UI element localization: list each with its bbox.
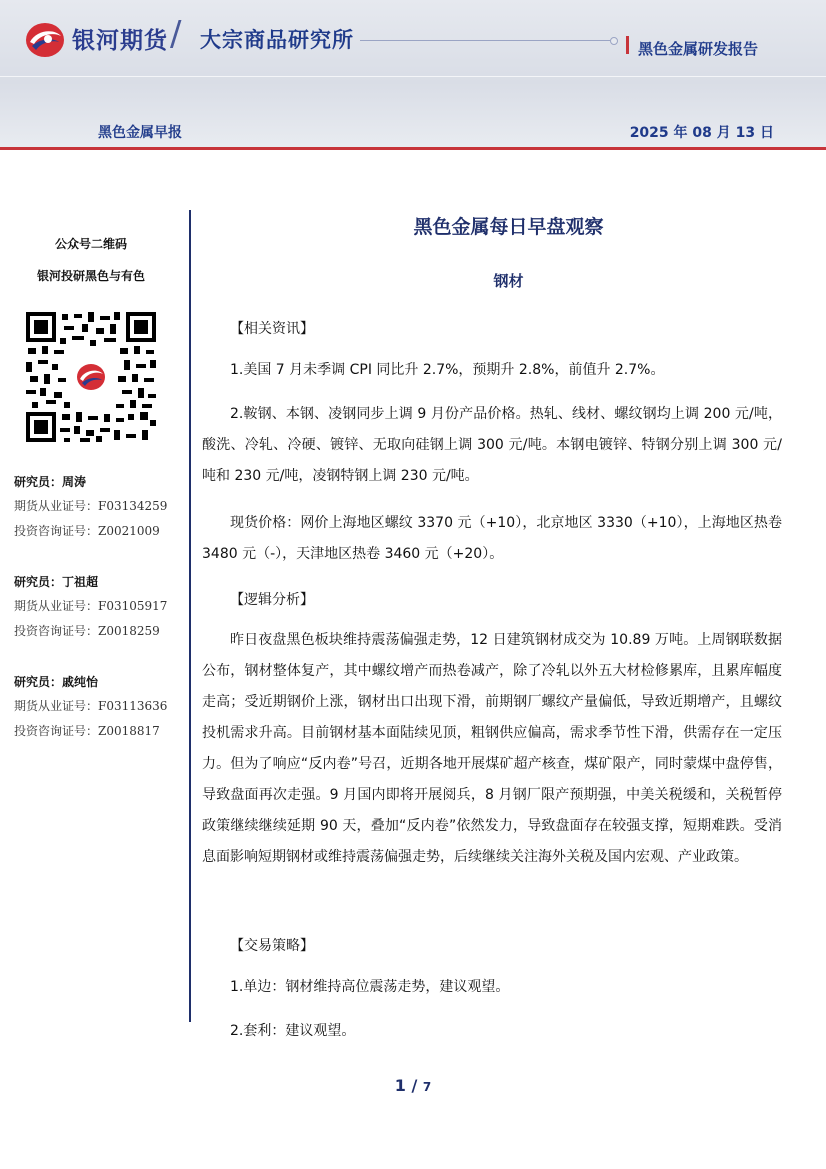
strategy-item: 1.单边：钢材维持高位震荡走势，建议观望。 xyxy=(230,979,510,995)
qr-code-icon xyxy=(24,310,158,444)
analyst-futures-cert: 期货从业证号：F03105917 xyxy=(14,599,168,613)
header-bottom-rule xyxy=(0,147,826,150)
qr-subtitle: 银河投研黑色与有色 xyxy=(36,269,145,283)
document-subtitle: 钢材 xyxy=(493,272,524,290)
strategy-item: 2.套利：建议观望。 xyxy=(230,1023,356,1039)
report-type: 黑色金属研发报告 xyxy=(638,40,759,58)
section-heading-logic: 【逻辑分析】 xyxy=(230,592,314,608)
section-heading-news: 【相关资讯】 xyxy=(230,321,314,337)
header-divider xyxy=(0,76,826,77)
page-total: 7 xyxy=(422,1080,432,1094)
galaxy-futures-logo-icon xyxy=(24,20,66,60)
header-line-dot xyxy=(610,37,618,45)
qr-title: 公众号二维码 xyxy=(54,237,127,251)
section-heading-strategy: 【交易策略】 xyxy=(230,938,314,954)
analyst-advisory-cert: 投资咨询证号：Z0018817 xyxy=(14,724,160,738)
page-current: 1 xyxy=(394,1076,406,1095)
page-separator: / xyxy=(411,1076,418,1095)
analyst-futures-cert: 期货从业证号：F03134259 xyxy=(14,499,168,513)
page-number xyxy=(0,1076,826,1095)
analyst-name: 研究员：丁祖超 xyxy=(14,575,99,589)
document-title: 黑色金属每日早盘观察 xyxy=(413,216,604,238)
analyst-advisory-cert: 投资咨询证号：Z0021009 xyxy=(14,524,160,538)
report-series: 黑色金属早报 xyxy=(98,125,182,141)
news-item: 1.美国 7 月未季调 CPI 同比升 2.7%，预期升 2.8%，前值升 2.7%。 xyxy=(230,362,665,378)
sidebar-divider xyxy=(189,210,191,1022)
logic-analysis-paragraph: 昨日夜盘黑色板块维持震荡偏强走势，12 日建筑钢材成交为 10.89 万吨。上周钢联数据公布，钢材整体复产，其中螺纹增产而热卷减产，除了冷轧以外五大材检修累库，且累库幅度走高；受近期钢价上涨，钢材出口出现下滑，前期钢厂螺纹产量偏低，导致近期增产，且螺纹投机需求升高。目前钢材基本面陆续见顶，粗钢供应偏高，需求季节性下滑，供需存在一定压力。但为了响应“反内卷”号召，近期各地开展煤矿超产核查，煤矿限产，同时蒙煤中盘停售，导致盘面再次走强。9 月国内即将开展阅兵，8 月钢厂限产预期强，中美关税缓和，关税暂停政策继续继续延期 90 天，叠加“反内卷”依然发力，导致盘面存在较强支撑，短期难跌。受消息面影响短期钢材或维持震荡偏强走势，后续继续关注海外关税及国内宏观、产业政策。 xyxy=(202,632,782,865)
report-date: 2025 年 08 月 13 日 xyxy=(629,125,774,141)
header-accent-bar xyxy=(626,36,629,54)
header-separator: / xyxy=(170,14,182,54)
spot-prices-paragraph: 现货价格：网价上海地区螺纹 3370 元（+10），北京地区 3330（+10），上海地区热卷 3480 元（-），天津地区热卷 3460 元（+20）。 xyxy=(202,515,782,562)
header-thin-line xyxy=(360,40,610,41)
analyst-futures-cert: 期货从业证号：F03113636 xyxy=(14,699,168,713)
news-item: 2.鞍钢、本钢、凌钢同步上调 9 月份产品价格。热轧、线材、螺纹钢均上调 200 元/吨，酸洗、冷轧、冷硬、镀锌、无取向硅钢上调 300 元/吨。本钢电镀锌、特钢分别上调 300 元/吨和 230 元/吨，凌钢特钢上调 230 元/吨。 xyxy=(202,406,782,484)
institute-name: 大宗商品研究所 xyxy=(200,28,354,52)
brand-name: 银河期货 xyxy=(72,28,168,54)
analyst-advisory-cert: 投资咨询证号：Z0018259 xyxy=(14,624,160,638)
analyst-name: 研究员：戚纯怡 xyxy=(14,675,99,689)
analyst-name: 研究员：周涛 xyxy=(14,475,87,489)
